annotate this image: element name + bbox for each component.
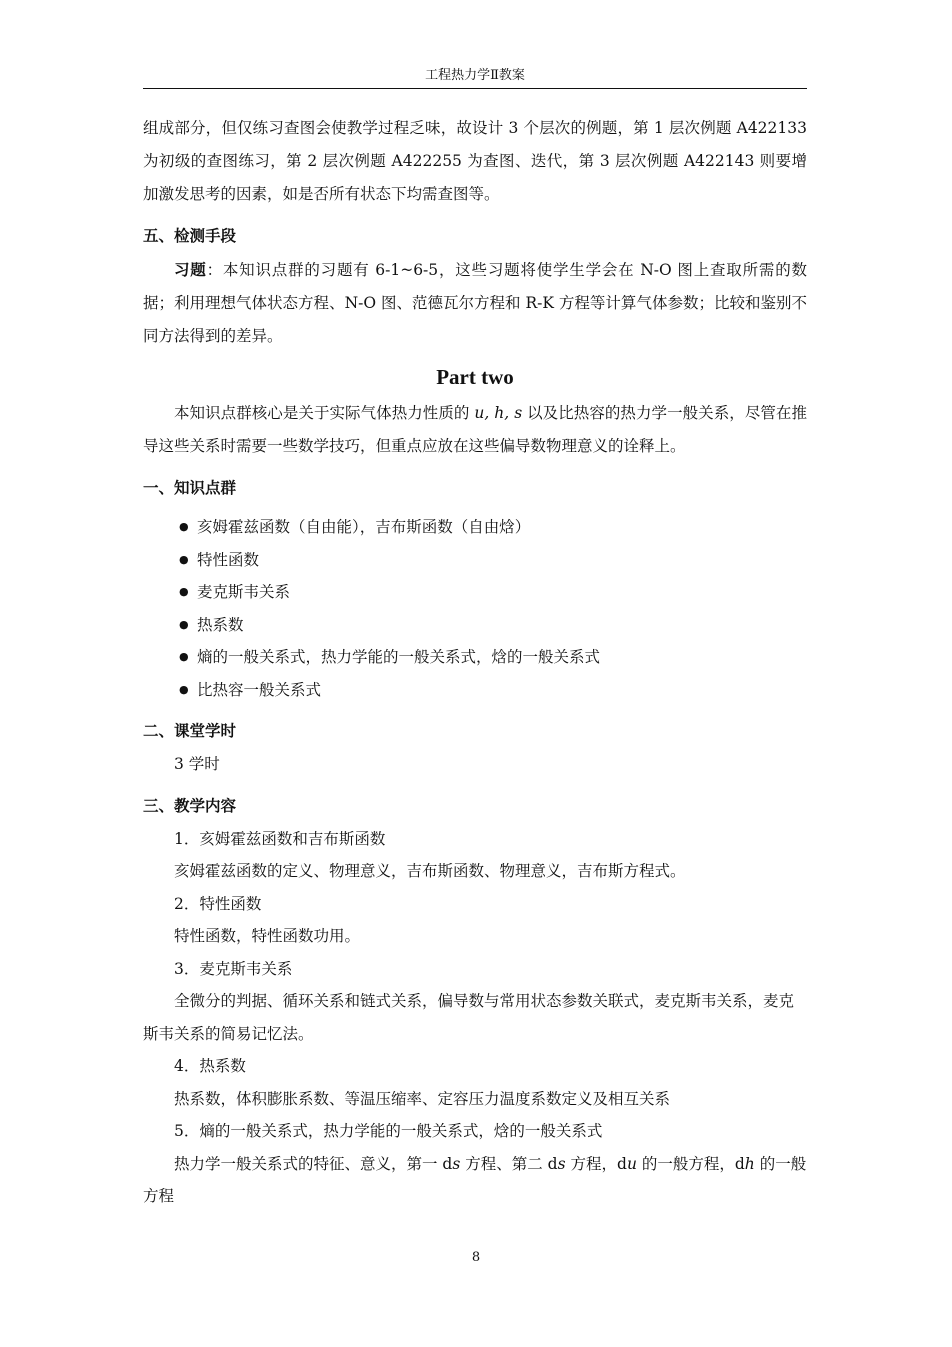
content-item-body: 亥姆霍兹函数的定义、物理意义，吉布斯函数、物理意义，吉布斯方程式。 (174, 862, 686, 880)
part-title: Part two (436, 365, 514, 389)
intro-paragraph: 组成部分，但仅练习查图会使教学过程乏味，故设计 3 个层次的例题，第 1 层次例题 A422133 为初级的查图练习，第 2 层次例题 A422255 为查图、迭代，第 3 层次例题 A422143 则要增加激发思考的因素，如是否所有状态下均需查图等。 (143, 119, 807, 203)
list-item-text: 熵的一般关系式，热力学能的一般关系式，焓的一般关系式 (197, 648, 601, 666)
list-item (179, 544, 807, 577)
bullet-icon: ● (179, 682, 189, 696)
content-item-title: 5．熵的一般关系式，热力学能的一般关系式，焓的一般关系式 (174, 1122, 603, 1140)
content-item-title: 4．热系数 (174, 1057, 246, 1075)
section-5-heading: 五、检测手段 (143, 226, 237, 245)
exercise-label: 习题 (174, 260, 207, 279)
body-text: 热力学一般关系式的特征、意义，第一 d (174, 1154, 453, 1173)
body-var: h (744, 1154, 755, 1173)
content-item-title: 2．特性函数 (174, 894, 262, 913)
content-item-body: 特性函数，特性函数功用。 (174, 927, 361, 945)
body-text: 方程，d (565, 1154, 627, 1173)
content-item-body: 全微分的判据、循环关系和链式关系，偏导数与常用状态参数关联式，麦克斯韦关系，麦克斯韦关系的简易记忆法。 (143, 992, 795, 1043)
bullet-icon: ● (179, 617, 189, 631)
list-item-text: 麦克斯韦关系 (197, 583, 291, 601)
list-item (179, 641, 807, 674)
list-item (179, 511, 807, 544)
body-text: 的一般方程，d (636, 1154, 745, 1173)
class-hours: 3 学时 (174, 755, 220, 773)
exercise-text: ：本知识点群的习题有 6-1~6-5，这些习题将使学生学会在 N-O 图上查取所需的数据；利用理想气体状态方程、N-O 图、范德瓦尔方程和 R-K 方程等计算气体参数；比较和鉴别不同方法得到的差异。 (143, 261, 807, 345)
list-item-text: 比热容一般关系式 (197, 680, 322, 699)
bullet-icon: ● (179, 520, 189, 533)
bullet-icon: ● (179, 650, 189, 663)
content-item-title: 3．麦克斯韦关系 (174, 959, 293, 978)
list-item (179, 609, 807, 642)
knowledge-list (143, 511, 807, 706)
body-text: 方程、第二 d (460, 1154, 558, 1173)
body-var: s (452, 1154, 461, 1173)
list-item-text: 特性函数 (197, 550, 260, 569)
section-3-heading: 三、教学内容 (143, 795, 237, 815)
section-5-paragraph (143, 253, 807, 353)
part-intro-vars: u, h, s (474, 404, 523, 422)
page-number: 8 (471, 1250, 481, 1265)
content-item-body (143, 1148, 807, 1213)
list-item (179, 576, 807, 609)
content-item-body: 热系数，体积膨胀系数、等温压缩率、定容压力温度系数定义及相互关系 (174, 1089, 671, 1108)
part-intro-paragraph (143, 397, 807, 463)
body-var: s (557, 1154, 566, 1173)
page-content (143, 112, 807, 1213)
page-header: 工程热力学Ⅱ教案 (143, 64, 807, 89)
bullet-icon: ● (179, 552, 189, 566)
list-item-text: 亥姆霍兹函数（自由能），吉布斯函数（自由焓） (197, 518, 531, 536)
list-item (179, 674, 807, 707)
body-text: 的一般方程 (143, 1154, 807, 1205)
section-2-heading: 二、课堂学时 (143, 721, 237, 740)
section-1-heading: 一、知识点群 (143, 478, 237, 497)
body-var: u (626, 1154, 637, 1173)
part-intro-before: 本知识点群核心是关于实际气体热力性质的 (174, 404, 475, 422)
part-intro-after: 以及比热容的热力学一般关系，尽管在推导这些关系时需要一些数学技巧，但重点应放在这些偏导数物理意义的诠释上。 (143, 404, 807, 455)
bullet-icon: ● (179, 585, 189, 598)
list-item-text: 热系数 (197, 615, 244, 634)
content-item-title: 1．亥姆霍兹函数和吉布斯函数 (174, 829, 386, 848)
